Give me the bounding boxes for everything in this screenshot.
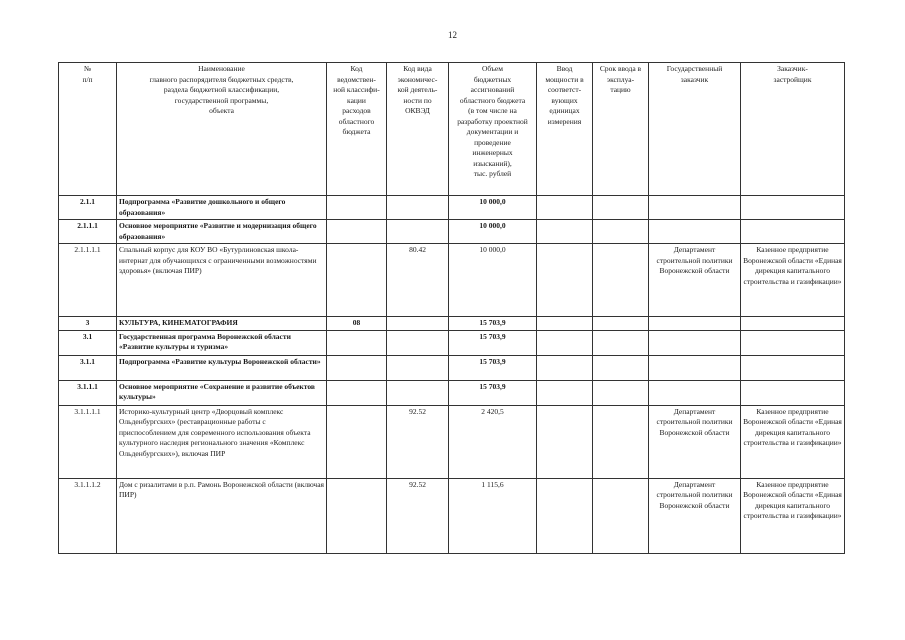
row-code [327,405,387,478]
row-power [537,220,593,244]
row-amount: 2 420,5 [449,405,537,478]
header-term: Срок ввода в эксплуа- тацию [593,63,649,196]
row-amount: 10 000,0 [449,220,537,244]
row-customer: Департамент строительной политики Воронежской области [649,405,741,478]
row-code [327,380,387,405]
row-developer [741,196,845,220]
row-amount: 1 115,6 [449,478,537,553]
budget-table [58,62,845,554]
row-amount: 15 703,9 [449,317,537,331]
table-row [59,196,845,220]
row-developer [741,220,845,244]
row-power [537,196,593,220]
row-num: 2.1.1.1.1 [59,244,117,317]
row-developer [741,317,845,331]
row-customer [649,355,741,380]
row-name: Дом с ризалитами в р.п. Рамонь Воронежской области (включая ПИР) [117,478,327,553]
row-developer: Казенное предприятие Воронежской области «Единая дирекция капитального строительства и газификации» [741,478,845,553]
row-okved [387,317,449,331]
row-num: 2.1.1.1 [59,220,117,244]
row-power [537,244,593,317]
row-code: 08 [327,317,387,331]
row-amount: 10 000,0 [449,196,537,220]
header-developer: Заказчик- застройщик [741,63,845,196]
row-amount: 10 000,0 [449,244,537,317]
row-code [327,196,387,220]
row-developer: Казенное предприятие Воронежской области «Единая дирекция капитального строительства и газификации» [741,405,845,478]
row-developer [741,355,845,380]
row-amount: 15 703,9 [449,330,537,355]
row-term [593,330,649,355]
row-power [537,355,593,380]
row-code [327,478,387,553]
table-row [59,330,845,355]
row-name: Основное мероприятие «Сохранение и развитие объектов культуры» [117,380,327,405]
row-name: КУЛЬТУРА, КИНЕМАТОГРАФИЯ [117,317,327,331]
row-name: Спальный корпус для КОУ ВО «Бутурлиновская школа-интернат для обучающихся с ограниченными возможностями здоровья» (включая ПИР) [117,244,327,317]
row-amount: 15 703,9 [449,380,537,405]
row-customer: Департамент строительной политики Воронежской области [649,244,741,317]
row-customer [649,220,741,244]
row-power [537,380,593,405]
row-customer [649,380,741,405]
row-num: 3.1.1.1.2 [59,478,117,553]
row-okved [387,330,449,355]
header-num: № п/п [59,63,117,196]
row-name: Государственная программа Воронежской области «Развитие культуры и туризма» [117,330,327,355]
row-num: 3 [59,317,117,331]
table-row [59,317,845,331]
row-developer: Казенное предприятие Воронежской области «Единая дирекция капитального строительства и газификации» [741,244,845,317]
row-customer [649,330,741,355]
row-customer [649,317,741,331]
row-num: 3.1.1 [59,355,117,380]
row-code [327,244,387,317]
row-term [593,220,649,244]
row-power [537,405,593,478]
row-okved: 92.52 [387,405,449,478]
row-okved [387,220,449,244]
row-customer: Департамент строительной политики Воронежской области [649,478,741,553]
header-code: Код ведомствен- ной классифи- кации расходов областного бюджета [327,63,387,196]
page-number: 12 [448,30,457,40]
row-num: 3.1.1.1.1 [59,405,117,478]
row-okved [387,196,449,220]
row-power [537,330,593,355]
row-okved: 92.52 [387,478,449,553]
row-term [593,405,649,478]
row-term [593,355,649,380]
row-num: 3.1 [59,330,117,355]
row-developer [741,380,845,405]
header-row [59,63,845,196]
row-customer [649,196,741,220]
row-okved: 80.42 [387,244,449,317]
row-code [327,330,387,355]
row-name: Подпрограмма «Развитие культуры Воронежской области» [117,355,327,380]
row-power [537,478,593,553]
row-developer [741,330,845,355]
row-name: Основное мероприятие «Развитие и модернизация общего образования» [117,220,327,244]
row-amount: 15 703,9 [449,355,537,380]
row-code [327,220,387,244]
row-power [537,317,593,331]
table-row [59,380,845,405]
row-term [593,244,649,317]
header-okved: Код вида экономичес- кой деятель- ности по ОКВЭД [387,63,449,196]
row-name: Историко-культурный центр «Дворцовый комплекс Ольденбургских» (реставрационные работы с приспособлением для современного использования объекта культурного наследия регионального значения «Комплекс Ольденбургских»), включая ПИР [117,405,327,478]
row-num: 3.1.1.1 [59,380,117,405]
row-name: Подпрограмма «Развитие дошкольного и общего образования» [117,196,327,220]
header-name: Наименование главного распорядителя бюджетных средств, раздела бюджетной классификации, государственной программы, объекта [117,63,327,196]
table-row [59,244,845,317]
row-term [593,380,649,405]
row-code [327,355,387,380]
table-row [59,220,845,244]
row-term [593,317,649,331]
header-amount: Объем бюджетных ассигнований областного бюджета (в том числе на разработку проектной документации и проведение инженерных изысканий), тыс. рублей [449,63,537,196]
row-term [593,196,649,220]
table-row [59,405,845,478]
table-row [59,478,845,553]
table-row [59,355,845,380]
row-term [593,478,649,553]
header-customer: Государственный заказчик [649,63,741,196]
row-okved [387,355,449,380]
row-okved [387,380,449,405]
row-num: 2.1.1 [59,196,117,220]
header-power: Ввод мощности в соответст- вующих единицах измерения [537,63,593,196]
